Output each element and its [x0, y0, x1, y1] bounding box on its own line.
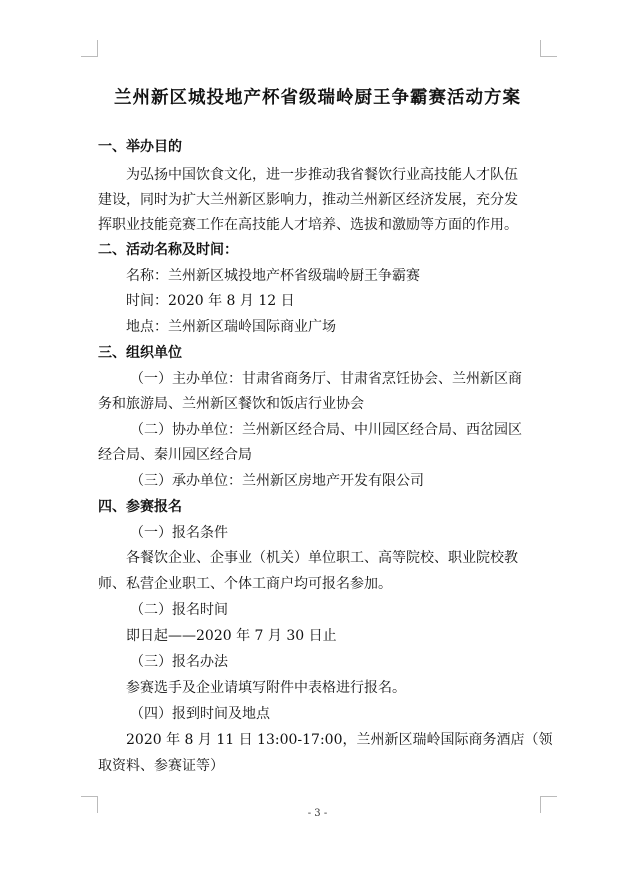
section-heading-registration: 四、参赛报名 — [98, 499, 182, 515]
section-heading-name-time: 二、活动名称及时间： — [98, 242, 238, 258]
section-heading-purpose: 一、举办目的 — [98, 139, 182, 155]
section-heading-organizers: 三、组织单位 — [98, 345, 182, 361]
paragraph-line: 各餐饮企业、企事业（机关）单位职工、高等院校、职业院校教 — [126, 550, 518, 566]
host-units-line: （一）主办单位：甘肃省商务厅、甘肃省烹饪协会、兰州新区商 — [130, 371, 522, 387]
subheading-conditions: （一）报名条件 — [130, 525, 228, 541]
checkin-line: 2020 年 8 月 11 日 13:00-17:00，兰州新区瑞岭国际商务酒店（领 — [126, 732, 553, 748]
undertaker-line: （三）承办单位：兰州新区房地产开发有限公司 — [130, 473, 424, 489]
event-name-line: 名称：兰州新区城投地产杯省级瑞岭厨王争霸赛 — [126, 268, 420, 284]
reg-method-line: 参赛选手及企业请填写附件中表格进行报名。 — [126, 680, 406, 696]
reg-time-line: 即日起——2020 年 7 月 30 日止 — [126, 628, 337, 644]
subheading-checkin: （四）报到时间及地点 — [130, 706, 270, 722]
paragraph-line: 为弘扬中国饮食文化，进一步推动我省餐饮行业高技能人才队伍 — [126, 167, 518, 183]
co-organizers-line: （二）协办单位：兰州新区经合局、中川园区经合局、西岔园区 — [130, 422, 522, 438]
crop-mark-top-left — [81, 40, 98, 57]
paragraph-line: 建设，同时为扩大兰州新区影响力，推动兰州新区经济发展，充分发 — [98, 192, 518, 208]
checkin-line-cont: 取资料、参赛证等） — [98, 758, 224, 774]
paragraph-line: 师、私营企业职工、个体工商户均可报名参加。 — [98, 576, 392, 592]
event-time-line: 时间：2020 年 8 月 12 日 — [126, 293, 295, 309]
page-number: - 3 - — [307, 808, 328, 819]
co-organizers-line-cont: 经合局、秦川园区经合局 — [98, 447, 252, 463]
crop-mark-top-right — [540, 40, 557, 57]
host-units-line-cont: 务和旅游局、兰州新区餐饮和饭店行业协会 — [98, 396, 364, 412]
document-title: 兰州新区城投地产杯省级瑞岭厨王争霸赛活动方案 — [114, 88, 521, 108]
event-location-line: 地点：兰州新区瑞岭国际商业广场 — [126, 319, 336, 335]
subheading-reg-time: （二）报名时间 — [130, 602, 228, 618]
paragraph-line: 挥职业技能竞赛工作在高技能人才培养、选拔和激励等方面的作用。 — [98, 217, 518, 233]
subheading-reg-method: （三）报名办法 — [130, 654, 228, 670]
